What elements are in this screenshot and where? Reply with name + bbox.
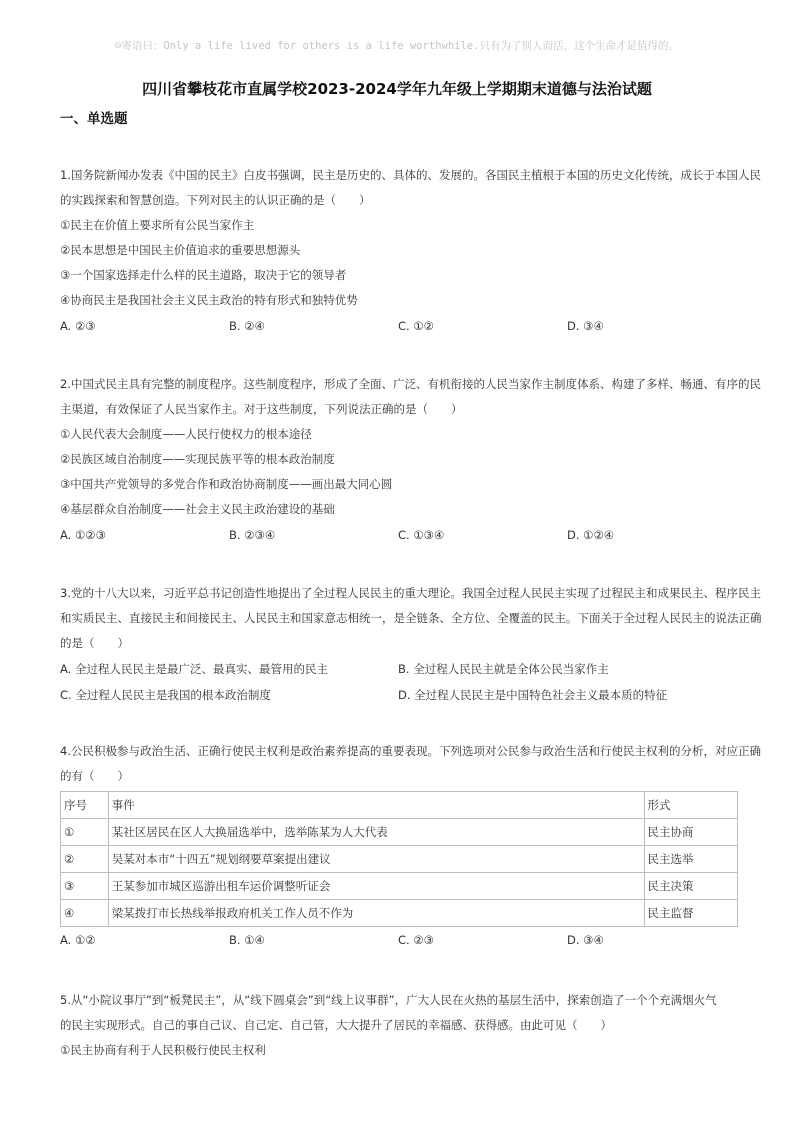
- option-b[interactable]: B. 全过程人民民主就是全体公民当家作主: [398, 662, 609, 676]
- question-stem-line: 和实质民主、直接民主和间接民主、人民民主和国家意志相统一，是全链条、全方位、全覆盖的民主。下面关于全过程人民民主的说法正确: [60, 611, 762, 625]
- table-header-cell: 序号: [61, 792, 109, 819]
- answer-options: [60, 682, 740, 708]
- question-4: [60, 739, 761, 953]
- option-c[interactable]: C. 全过程人民民主是我国的根本政治制度: [60, 688, 271, 702]
- table-cell: 民主决策: [644, 873, 737, 900]
- option-c[interactable]: C. ①③④: [398, 528, 445, 542]
- header-motto: ☺寄语曰：Only a life lived for others is a life worthwhile.只有为了别人而活，这个生命才是值得的。: [115, 40, 679, 52]
- question-stem-line: 5.从“小院议事厅”到“板凳民主”，从“线下圆桌会”到“线上议事群”，广大人民在火热的基层生活中，探索创造了一个个充满烟火气: [60, 993, 717, 1007]
- option-c[interactable]: C. ②③: [398, 933, 434, 947]
- statement-item: ②民本思想是中国民主价值追求的重要思想源头: [60, 243, 301, 257]
- table-header-cell: 事件: [108, 792, 644, 819]
- option-a[interactable]: A. ①②③: [60, 528, 106, 542]
- answer-options: [60, 927, 740, 953]
- question-stem-line: 的民主实现形式。自己的事自己议、自己定、自己管，大大提升了居民的幸福感、获得感。由此可见（ ）: [60, 1018, 612, 1032]
- table-row: [61, 873, 738, 900]
- statement-item: ④协商民主是我国社会主义民主政治的特有形式和独特优势: [60, 293, 358, 307]
- option-d[interactable]: D. 全过程人民民主是中国特色社会主义最本质的特征: [398, 688, 668, 702]
- answer-options: [60, 522, 740, 548]
- question-stem-line: 的是（ ）: [60, 636, 129, 650]
- statement-item: ①民主协商有利于人民积极行使民主权利: [60, 1043, 266, 1057]
- table-cell: 某社区居民在区人大换届选举中，选举陈某为人大代表: [108, 819, 644, 846]
- option-b[interactable]: B. ②④: [229, 319, 265, 333]
- table-cell: ②: [61, 846, 109, 873]
- question-stem-line: 2.中国式民主具有完整的制度程序。这些制度程序，形成了全面、广泛、有机衔接的人民当家作主制度体系、构建了多样、畅通、有序的民: [60, 377, 761, 391]
- table-header-row: [61, 792, 738, 819]
- question-stem-line: 主渠道，有效保证了人民当家作主。对于这些制度，下列说法正确的是（ ）: [60, 402, 463, 416]
- table-cell: 民主监督: [644, 900, 737, 927]
- statement-item: ①人民代表大会制度——人民行使权力的根本途径: [60, 427, 312, 441]
- question-stem-line: 的实践探索和智慧创造。下列对民主的认识正确的是（ ）: [60, 193, 371, 207]
- table-cell: ①: [61, 819, 109, 846]
- option-a[interactable]: A. ①②: [60, 933, 96, 947]
- statement-item: ④基层群众自治制度——社会主义民主政治建设的基础: [60, 502, 335, 516]
- option-d[interactable]: D. ①②④: [567, 528, 615, 542]
- question-stem-line: 的有（ ）: [60, 769, 129, 783]
- event-table: [60, 791, 738, 927]
- question-5: [60, 988, 740, 1063]
- option-c[interactable]: C. ①②: [398, 319, 434, 333]
- question-2: [60, 372, 761, 548]
- table-cell: 民主选举: [644, 846, 737, 873]
- table-row: [61, 846, 738, 873]
- statement-item: ③一个国家选择走什么样的民主道路，取决于它的领导者: [60, 268, 347, 282]
- question-stem-line: 3.党的十八大以来，习近平总书记创造性地提出了全过程人民民主的重大理论。我国全过程人民民主实现了过程民主和成果民主、程序民主: [60, 586, 761, 600]
- answer-options: [60, 656, 740, 682]
- option-d[interactable]: D. ③④: [567, 319, 604, 333]
- question-1: [60, 163, 761, 339]
- option-b[interactable]: B. ①④: [229, 933, 265, 947]
- statement-item: ①民主在价值上要求所有公民当家作主: [60, 218, 255, 232]
- table-cell: 民主协商: [644, 819, 737, 846]
- table-row: [61, 819, 738, 846]
- table-header-cell: 形式: [644, 792, 737, 819]
- statement-item: ②民族区域自治制度——实现民族平等的根本政治制度: [60, 452, 335, 466]
- option-d[interactable]: D. ③④: [567, 933, 604, 947]
- answer-options: [60, 313, 740, 339]
- question-stem-line: 4.公民积极参与政治生活、正确行使民主权利是政治素养提高的重要表现。下列选项对公民参与政治生活和行使民主权利的分析，对应正确: [60, 744, 761, 758]
- page-title: 四川省攀枝花市直属学校2023-2024学年九年级上学期期末道德与法治试题: [142, 80, 652, 98]
- option-a[interactable]: A. 全过程人民民主是最广泛、最真实、最管用的民主: [60, 662, 328, 676]
- option-a[interactable]: A. ②③: [60, 319, 96, 333]
- section-heading: 一、单选题: [60, 111, 128, 127]
- question-3: [60, 581, 762, 708]
- table-cell: 吴某对本市“十四五”规划纲要草案提出建议: [108, 846, 644, 873]
- option-b[interactable]: B. ②③④: [229, 528, 276, 542]
- table-cell: ④: [61, 900, 109, 927]
- question-stem-line: 1.国务院新闻办发表《中国的民主》白皮书强调，民主是历史的、具体的、发展的。各国民主植根于本国的历史文化传统，成长于本国人民: [60, 168, 761, 182]
- statement-item: ③中国共产党领导的多党合作和政治协商制度——画出最大同心圆: [60, 477, 393, 491]
- table-cell: ③: [61, 873, 109, 900]
- table-cell: 梁某拨打市长热线举报政府机关工作人员不作为: [108, 900, 644, 927]
- table-cell: 王某参加市城区巡游出租车运价调整听证会: [108, 873, 644, 900]
- table-row: [61, 900, 738, 927]
